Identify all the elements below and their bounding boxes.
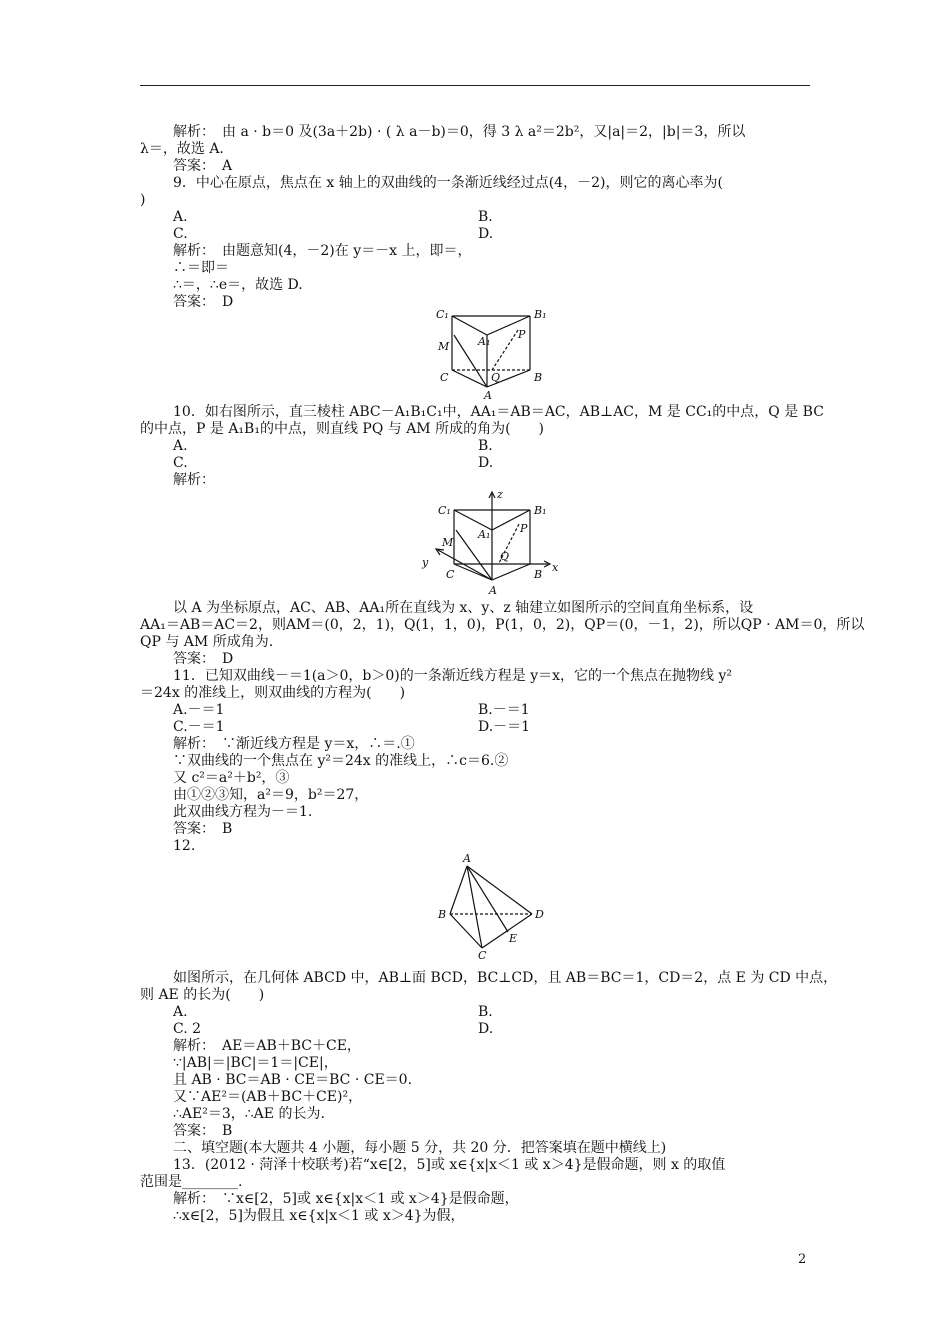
section-heading: 二、填空题(本大题共 4 小题，每小题 5 分，共 20 分．把答案填在题中横线上) [173, 1140, 667, 1156]
text-line: 解析： [173, 472, 215, 488]
option-d: D. [478, 1021, 494, 1037]
label-C: C [440, 371, 449, 384]
text-line: ∵|AB|＝|BC|＝1＝|CE|， [173, 1055, 338, 1071]
text-line: ∵双曲线的一个焦点在 y²＝24x 的准线上，∴c＝6.② [173, 753, 509, 769]
text-line: ∴＝即＝ [173, 260, 229, 276]
option-a: A. [173, 209, 188, 225]
text-line: ) [140, 192, 146, 208]
label-A: A [489, 584, 497, 596]
option-b: B. [478, 1004, 493, 1020]
page-number: 2 [798, 1252, 807, 1267]
text-line: 此双曲线方程为－＝1. [173, 804, 313, 820]
tetrahedron-figure [436, 850, 551, 960]
text-line: 12. [173, 838, 196, 854]
label-Q: Q [500, 550, 510, 563]
text-line: 如图所示，在几何体 ABCD 中，AB⊥面 BCD，BC⊥CD，且 AB＝BC＝1，CD＝2，点 E 为 CD 中点， [173, 970, 838, 986]
label-z: z [497, 488, 503, 501]
label-E: E [509, 932, 518, 945]
label-A1: A₁ [478, 528, 491, 541]
option-c: C. [173, 455, 188, 471]
text-line: AA₁＝AB＝AC＝2，则AM＝(0，2，1)，Q(1，1，0)，P(1，0，2)，QP＝(0，－1，2)，所以QP · AM＝0，所以 [140, 617, 865, 633]
option-a: A. [173, 1004, 188, 1020]
text-line: 答案： D [173, 294, 234, 310]
label-A: A [484, 389, 492, 400]
option-c: C. 2 [173, 1021, 202, 1037]
label-B1: B₁ [534, 308, 547, 321]
text-line: 的中点，P 是 A₁B₁的中点，则直线 PQ 与 AM 所成的角为( ) [140, 421, 545, 437]
text-line: ∴＝，∴e＝，故选 D. [173, 277, 303, 293]
text-line: 解析： AE＝AB＋BC＋CE， [173, 1038, 361, 1054]
label-P: P [518, 328, 526, 341]
text-line: λ＝，故选 A. [140, 141, 224, 157]
text-line: 且 AB · BC＝AB · CE＝BC · CE＝0. [173, 1072, 413, 1088]
header-rule [140, 85, 810, 86]
text-line: 10．如右图所示，直三棱柱 ABC－A₁B₁C₁中，AA₁＝AB＝AC，AB⊥AC，M 是 CC₁的中点，Q 是 BC [173, 404, 824, 420]
text-line: 13．(2012 · 菏泽十校联考)若“x∈[2，5]或 x∈{x|x＜1 或 x＞4}是假命题，则 x 的取值 [173, 1157, 726, 1173]
text-line: QP 与 AM 所成角为. [140, 634, 274, 650]
text-line: ∴AE²＝3，∴AE 的长为. [173, 1106, 325, 1122]
text-line: 答案： A [173, 158, 233, 174]
text-line: 又∵AE²＝(AB＋BC＋CE)²， [173, 1089, 363, 1105]
text-line: 9．中心在原点，焦点在 x 轴上的双曲线的一条渐近线经过点(4，－2)，则它的离心率为( [173, 175, 723, 191]
text-line: 答案： B [173, 821, 233, 837]
label-B: B [438, 908, 447, 921]
option-c: C.－＝1 [173, 719, 225, 735]
option-b: B. [478, 209, 493, 225]
label-x: x [552, 561, 559, 574]
text-line: ∴x∈[2，5]为假且 x∈{x|x＜1 或 x＞4}为假， [173, 1208, 465, 1224]
text-line: 11．已知双曲线－＝1(a＞0，b＞0)的一条渐近线方程是 y＝x，它的一个焦点在抛物线 y² [173, 668, 732, 684]
option-a: A.－＝1 [173, 702, 225, 718]
option-a: A. [173, 438, 188, 454]
text-line: 由①②③知，a²＝9，b²＝27， [173, 787, 369, 803]
label-B1: B₁ [534, 504, 547, 517]
text-line: 又 c²＝a²＋b²，③ [173, 770, 290, 786]
label-M: M [442, 536, 454, 549]
text-line: 答案： D [173, 651, 234, 667]
option-d: D.－＝1 [478, 719, 531, 735]
label-C: C [478, 949, 487, 960]
prism-axes-figure [420, 488, 565, 596]
label-C1: C₁ [436, 308, 449, 321]
option-c: C. [173, 226, 188, 242]
text-line: 则 AE 的长为( ) [140, 987, 265, 1003]
text-line: 解析： ∵x∈[2，5]或 x∈{x|x＜1 或 x＞4}是假命题， [173, 1191, 519, 1207]
text-line: 答案： B [173, 1123, 233, 1139]
text-line: 范围是________. [140, 1174, 243, 1190]
text-line: ＝24x 的准线上，则双曲线的方程为( ) [140, 685, 406, 701]
prism-figure [430, 305, 560, 400]
text-line: 解析： ∵渐近线方程是 y＝x，∴＝.① [173, 736, 415, 752]
label-C1: C₁ [438, 504, 451, 517]
text-line: 解析： 由题意知(4，－2)在 y＝－x 上，即＝， [173, 243, 472, 259]
option-b: B. [478, 438, 493, 454]
label-B: B [534, 568, 543, 581]
option-d: D. [478, 226, 494, 242]
option-b: B.－＝1 [478, 702, 530, 718]
label-A1: A₁ [478, 335, 491, 348]
label-B: B [534, 371, 543, 384]
label-M: M [438, 340, 450, 353]
option-d: D. [478, 455, 494, 471]
label-A: A [463, 852, 471, 865]
label-y: y [422, 556, 429, 569]
label-D: D [535, 908, 544, 921]
label-Q: Q [491, 371, 501, 384]
text-line: 以 A 为坐标原点，AC、AB、AA₁所在直线为 x、y、z 轴建立如图所示的空间直角坐标系，设 [173, 600, 754, 616]
text-line: 解析： 由 a · b＝0 及(3a＋2b) · ( λ a－b)＝0，得 3 λ a²＝2b²，又|a|＝2，|b|＝3，所以 [173, 124, 746, 140]
label-C: C [446, 568, 455, 581]
label-P: P [520, 522, 528, 535]
